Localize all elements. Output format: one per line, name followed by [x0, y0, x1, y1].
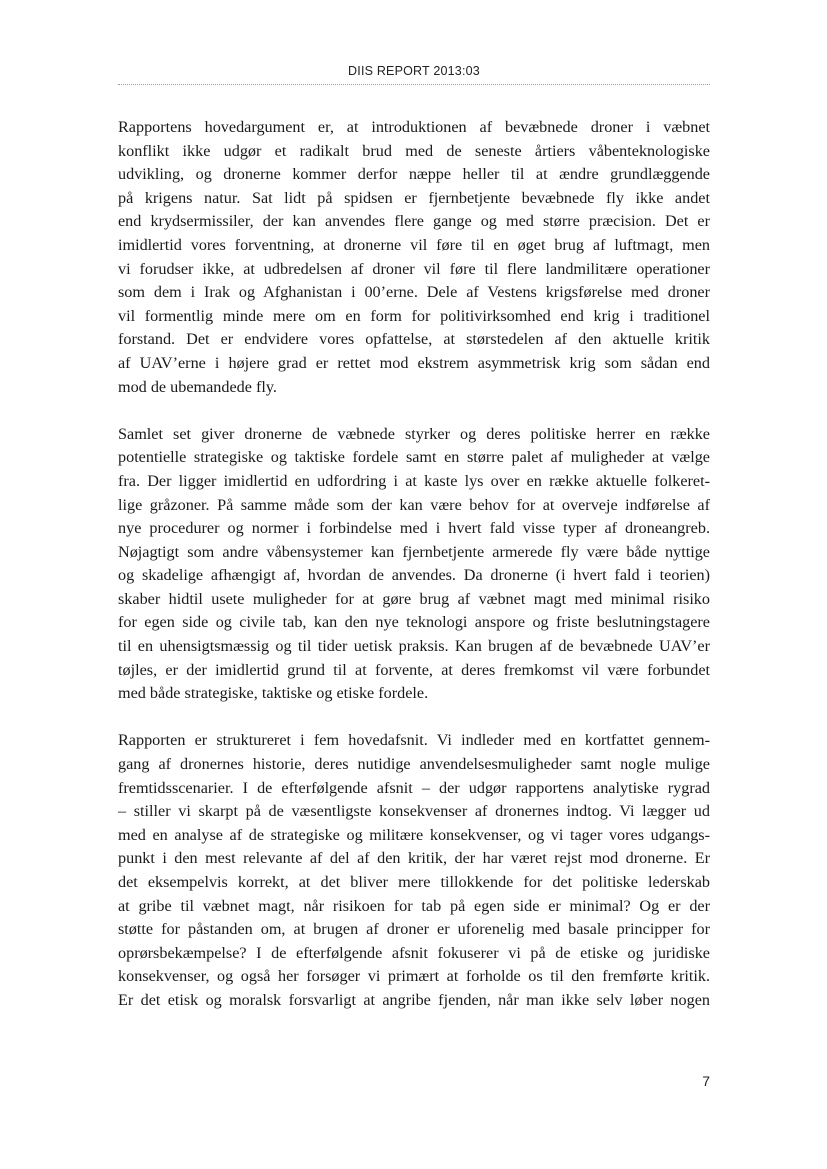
paragraph-2 [118, 423, 710, 706]
text-line: på krigens natur. Sat lidt på spidsen er fjernbetjente bevæbnede fly ikke andet [118, 188, 710, 207]
text-line: Samlet set giver dronerne de væbnede styrker og deres politiske herrer en række [118, 424, 710, 443]
text-line: som dem i Irak og Afghanistan i 00’erne. Dele af Vestens krigsførelse med droner [118, 283, 710, 302]
text-line: støtte for påstanden om, at brugen af droner er uforenelig med basale principper for [118, 920, 710, 939]
text-line: det eksempelvis korrekt, at det bliver mere tillokkende for det politiske lederskab [118, 873, 710, 891]
text-line: konsekvenser, og også her forsøger vi primært at forholde os til den fremførte kritik. [118, 967, 710, 986]
text-line: Nøjagtigt som andre våbensystemer kan fjernbetjente armerede fly være både nyttige [118, 542, 710, 561]
text-line: mod de ubemandede fly. [118, 377, 277, 396]
text-line: til en uhensigtsmæssig og til tider uetisk praksis. Kan brugen af de bevæbnede UAV’er [118, 637, 710, 656]
text-line: – stiller vi skarpt på de væsentligste konsekvenser af dronernes indtog. Vi lægger ud [118, 802, 710, 821]
text-line: nye procedurer og normer i forbindelse med i hvert fald visse typer af droneangreb. [118, 519, 710, 538]
text-line: vi forudser ikke, at udbredelsen af droner vil føre til flere landmilitære operationer [118, 259, 710, 278]
text-line: lige gråzoner. På samme måde som der kan være behov for at overveje indførelse af [118, 495, 710, 514]
text-line: skaber hidtil usete muligheder for at gøre brug af væbnet magt med minimal risiko [118, 589, 710, 608]
text-line: konflikt ikke udgør et radikalt brud med de seneste årtiers våbenteknologiske [118, 141, 710, 160]
header-divider [118, 84, 710, 85]
running-header: DIIS REPORT 2013:03 [348, 64, 480, 78]
text-line: med både strategiske, taktiske og etiske fordele. [118, 684, 429, 703]
text-line: at gribe til væbnet magt, når risikoen for tab på egen side er minimal? Og er der [118, 896, 710, 915]
text-line: potentielle strategiske og taktiske fordele samt en større palet af muligheder at vælge [118, 448, 710, 467]
text-line: fra. Der ligger imidlertid en udfordring i at kaste lys over en række aktuelle folkeret- [118, 471, 710, 490]
text-line: Rapportens hovedargument er, at introduktionen af bevæbnede droner i væbnet [118, 118, 710, 136]
text-line: Rapporten er struktureret i fem hovedafsnit. Vi indleder med en kortfattet gennem- [118, 731, 710, 750]
text-line: fremtidsscenarier. I de efterfølgende afsnit – der udgør rapportens analytiske rygrad [118, 778, 710, 797]
text-line: punkt i den mest relevante af del af den kritik, der har været rejst mod dronerne. Er [118, 849, 710, 868]
text-line: vil formentlig minde mere om en form for politivirksomhed end krig i traditionel [118, 306, 710, 325]
body-text [118, 116, 710, 1036]
text-line: og skadelige afhængigt af, hvordan de anvendes. Da dronerne (i hvert fald i teorien) [118, 566, 710, 585]
page-number: 7 [702, 1073, 710, 1089]
text-line: Er det etisk og moralsk forsvarligt at angribe fjenden, når man ikke selv løber nogen [118, 990, 710, 1009]
text-line: end krydsermissiler, der kan anvendes flere gange og med større præcision. Det er [118, 212, 710, 231]
text-line: for egen side og civile tab, kan den nye teknologi anspore og friste beslutningstagere [118, 613, 710, 632]
text-line: oprørsbekæmpelse? I de efterfølgende afsnit fokuserer vi på de etiske og juridiske [118, 943, 710, 962]
text-line: udvikling, og dronerne kommer derfor næppe heller til at ændre grundlæggende [118, 165, 710, 184]
text-line: af UAV’erne i højere grad er rettet mod ekstrem asymmetrisk krig som sådan end [118, 353, 710, 372]
text-line: med en analyse af de strategiske og militære konsekvenser, og vi tager vores udgangs- [118, 825, 710, 844]
text-line: imidlertid vores forventning, at dronerne vil føre til en øget brug af luftmagt, men [118, 235, 710, 254]
paragraph-3 [118, 729, 710, 1012]
paragraph-1 [118, 116, 710, 399]
text-line: forstand. Det er endvidere vores opfattelse, at størstedelen af den aktuelle kritik [118, 330, 710, 349]
text-line: tøjles, er der imidlertid grund til at forvente, at deres fremkomst vil være forbundet [118, 660, 710, 679]
text-line: gang af dronernes historie, deres nutidige anvendelsesmuligheder samt nogle mulige [118, 755, 710, 774]
